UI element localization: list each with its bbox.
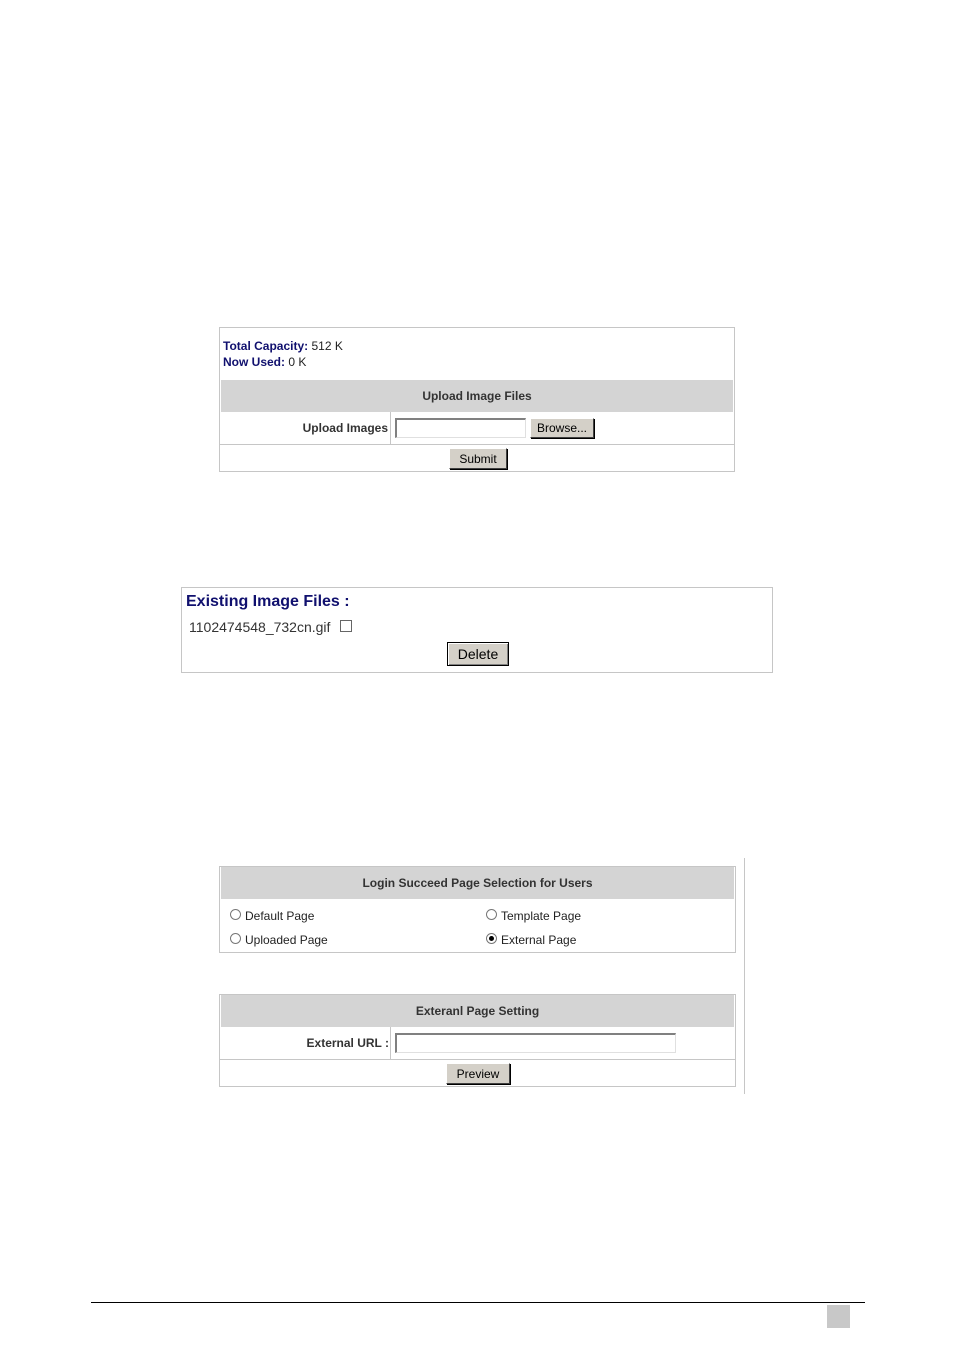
radio-uploaded-label: Uploaded Page [245,933,328,947]
submit-button[interactable]: Submit [449,448,507,469]
external-page-panel [219,994,736,1087]
page-number-box [827,1305,850,1328]
file-checkbox[interactable] [340,620,352,632]
existing-files-title: Existing Image Files : [186,593,350,610]
capacity-info [220,328,734,380]
radio-uploaded-page[interactable] [230,933,241,944]
radio-group [220,899,735,952]
upload-file-input[interactable] [395,418,526,438]
radio-default-label: Default Page [245,909,315,923]
external-url-label: External URL : [306,1036,389,1050]
radio-external-page[interactable] [486,933,497,944]
total-capacity-value: 512 K [311,339,343,353]
radio-external-label: External Page [501,933,577,947]
footer-rule [91,1302,865,1303]
external-url-input[interactable] [395,1033,676,1053]
radio-template-page[interactable] [486,909,497,920]
submit-row [220,444,734,472]
now-used-label: Now Used: [223,355,286,369]
file-name: 1102474548_732cn.gif [189,619,331,635]
total-capacity-label: Total Capacity: [223,339,309,353]
radio-template-label: Template Page [501,909,582,923]
external-url-row [220,1027,735,1059]
upload-row [220,412,734,444]
external-page-header: Exteranl Page Setting [221,995,734,1027]
upload-panel [219,327,735,472]
upload-images-label: Upload Images [302,421,388,435]
radio-default-page[interactable] [230,909,241,920]
upload-header: Upload Image Files [221,380,733,412]
file-item [189,619,330,635]
preview-button[interactable]: Preview [446,1063,510,1084]
existing-files-panel [181,587,773,673]
preview-row [220,1059,735,1087]
now-used-value: 0 K [288,355,307,369]
login-page-header: Login Succeed Page Selection for Users [221,867,734,899]
delete-button[interactable]: Delete [447,642,509,666]
login-page-panel [219,866,736,953]
side-divider [744,858,745,1094]
browse-button[interactable]: Browse... [530,418,594,438]
